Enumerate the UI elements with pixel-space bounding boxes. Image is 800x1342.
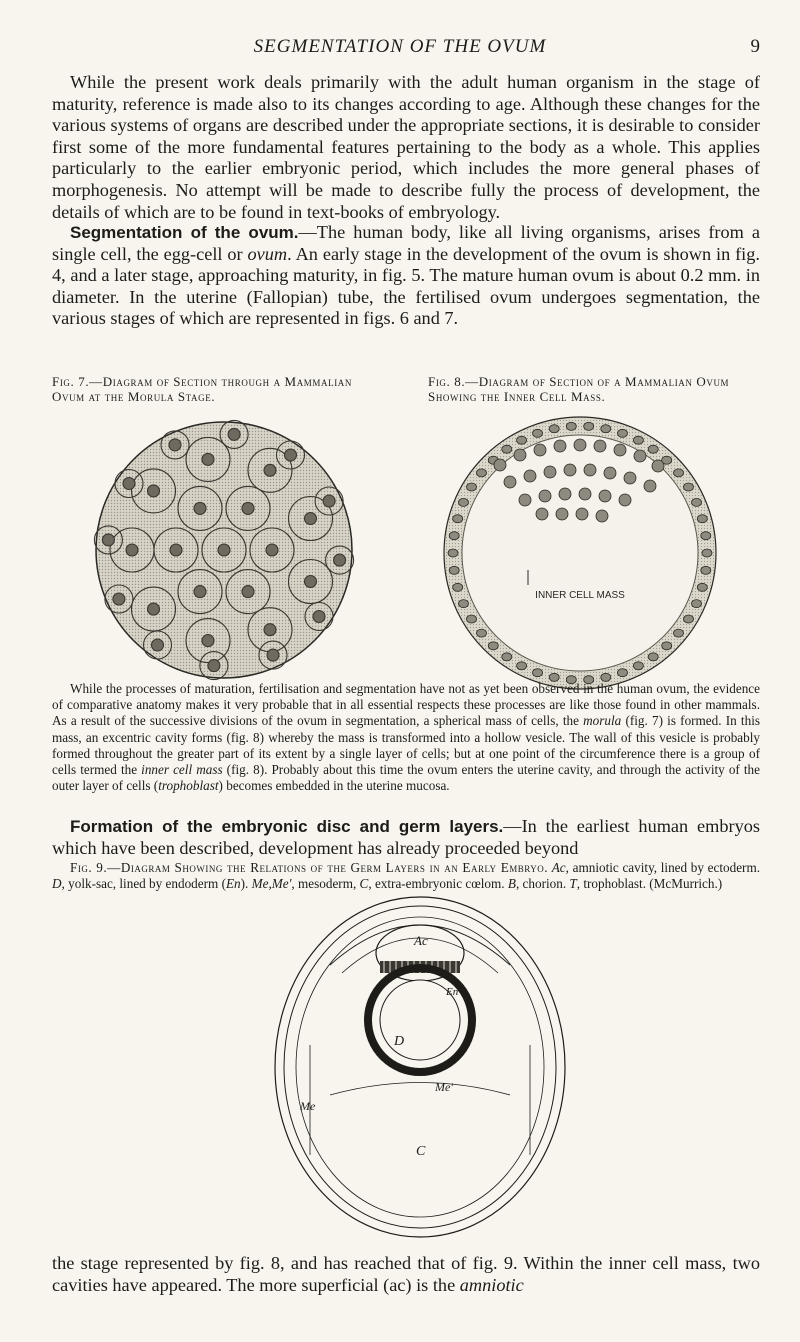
inner-cell-mass-cell <box>576 508 588 520</box>
inner-cell-mass-cell <box>604 467 616 479</box>
trophoblast-cell <box>618 429 628 437</box>
fig9-key-t: T <box>569 876 577 892</box>
amniotic-term: amniotic <box>459 1274 524 1295</box>
inner-cell-mass-cell <box>652 460 664 472</box>
trophoblast-cell <box>448 549 458 557</box>
cell-nucleus <box>264 464 276 476</box>
cell-nucleus <box>264 624 276 636</box>
inner-cell-mass-cell <box>579 488 591 500</box>
cell-nucleus <box>285 449 297 461</box>
inner-cell-mass-cell <box>539 490 551 502</box>
figure8-caption: Fig. 8.—Diagram of Section of a Mammalian Ovum Showing the Inner Cell Mass. <box>428 374 730 404</box>
fig9-key-b: B <box>507 876 516 892</box>
trophoblast-cell <box>692 498 702 506</box>
trophoblast-cell <box>488 642 498 650</box>
fig9-label-ac: Ac <box>414 933 428 948</box>
inner-cell-mass-cell <box>536 508 548 520</box>
cell-nucleus <box>169 439 181 451</box>
segmentation-paragraph <box>52 222 760 330</box>
intro-paragraph: While the present work deals primarily with the adult human organism in the stage of maturity, reference is made also to its changes according to age. Although these changes for the various systems of organs are described under the appropriate sections, it is desirable to consider first some of the more fundamental features pertaining to the body as a whole. This applies particularly to the earlier embryonic period, which includes the more general phases of morphogenesis. No attempt will be made to describe fully the process of development, the details of which are to be found in text-books of embryology. <box>52 72 760 222</box>
cell-nucleus <box>313 611 325 623</box>
inner-cell-mass-cell <box>554 440 566 452</box>
trophoblast-cell <box>477 629 487 637</box>
inner-cell-mass-cell <box>644 480 656 492</box>
inner-cell-mass-cell <box>559 488 571 500</box>
fig9-key-me-text: , mesoderm, <box>291 876 360 892</box>
trophoblast-cell <box>533 669 543 677</box>
trophoblast-cell <box>584 422 594 430</box>
fig9-label-en: En <box>446 986 459 998</box>
trophoblast-cell <box>517 436 527 444</box>
inner-cell-mass-cell <box>619 494 631 506</box>
cell-nucleus <box>208 660 220 672</box>
figure7-caption: Fig. 7.—Diagram of Section through a Mammalian Ovum at the Morula Stage. <box>52 374 352 404</box>
processes-text-2: (fig. 7) is formed. In this mass, an excentric cavity forms (fig. 8) whereby the mass is transformed into a hollow vesicle. The wall of this vesicle is probably formed throughout the greater part of its extent by a single layer of cells; but at one point of the circumference there is a group of cells termed the <box>52 713 760 778</box>
inner-cell-mass-cell <box>596 510 608 522</box>
trophoblast-cell <box>633 436 643 444</box>
inner-cell-mass-cell <box>614 444 626 456</box>
inner-cell-mass-cell <box>574 439 586 451</box>
trophoblast-cell <box>549 425 559 433</box>
trophoblast-cell <box>467 615 477 623</box>
inner-cell-mass-cell <box>544 466 556 478</box>
trophoblast-term: trophoblast <box>158 778 219 794</box>
cell-nucleus <box>123 478 135 490</box>
inner-cell-mass-cell <box>624 472 636 484</box>
trophoblast-cell <box>684 615 694 623</box>
trophoblast-cell <box>502 653 512 661</box>
cell-nucleus <box>113 593 125 605</box>
section-heading-germ-layers: Formation of the embryonic disc and germ layers. <box>70 817 504 836</box>
trophoblast-cell <box>648 445 658 453</box>
cell-nucleus <box>170 544 182 556</box>
cell-nucleus <box>267 649 279 661</box>
cell-nucleus <box>102 534 114 546</box>
germ-layers-text: —In the earliest human embryos which have been described, development has already proceeded beyond <box>52 816 760 858</box>
fig9-key-d-text: , yolk-sac, lined by endoderm ( <box>61 876 226 892</box>
trophoblast-cell <box>449 566 459 574</box>
cell-nucleus <box>305 576 317 588</box>
fig9-key-c: C <box>359 876 369 892</box>
cell-nucleus <box>152 639 164 651</box>
fig9-key-d: D <box>52 876 62 892</box>
trophoblast-cell <box>662 642 672 650</box>
figure7-morula-diagram <box>74 418 374 686</box>
cell-nucleus <box>218 544 230 556</box>
inner-cell-mass-cell <box>504 476 516 488</box>
inner-cell-mass-cell <box>599 490 611 502</box>
trophoblast-cell <box>701 532 711 540</box>
fig9-label-me-prime: Me' <box>435 1080 453 1094</box>
ovum-term: ovum <box>247 243 288 264</box>
figure9-caption <box>52 860 760 892</box>
trophoblast-cell <box>533 429 543 437</box>
trophoblast-cell <box>674 629 684 637</box>
trophoblast-cell <box>648 653 658 661</box>
processes-text-4: ) becomes embedded in the uterine mucosa. <box>218 778 450 794</box>
fig9-key-me: Me,Me' <box>251 876 292 892</box>
trophoblast-cell <box>697 515 707 523</box>
cell-nucleus <box>202 635 214 647</box>
inner-cell-mass-cell <box>556 508 568 520</box>
trophoblast-cell <box>674 469 684 477</box>
trophoblast-cell <box>702 549 712 557</box>
germ-layers-paragraph <box>52 816 760 859</box>
inner-cell-mass-cell <box>534 444 546 456</box>
inner-cell-mass-cell <box>564 464 576 476</box>
cell-nucleus <box>202 453 214 465</box>
cell-nucleus <box>242 586 254 598</box>
running-title: SEGMENTATION OF THE OVUM <box>253 36 547 57</box>
inner-cell-mass-term: inner cell mass <box>141 762 223 778</box>
figure9-germ-layers-diagram <box>270 895 570 1255</box>
trophoblast-cell <box>701 566 711 574</box>
cell-nucleus <box>194 586 206 598</box>
trophoblast-cell <box>502 445 512 453</box>
segmentation-text-1: —The human body, like all living organisms, arises from a single cell, the egg-cell or <box>52 222 760 264</box>
processes-text-3: (fig. 8). Probably about this time the ovum enters the uterine cavity, and through the activity of the outer layer of cells ( <box>52 762 761 794</box>
cell-nucleus <box>148 485 160 497</box>
figure9-caption-lead: Fig. 9.—Diagram Showing the Relations of the Germ Layers in an Early Embryo. <box>70 860 549 875</box>
trophoblast-cell <box>601 425 611 433</box>
inner-cell-mass-cell <box>634 450 646 462</box>
inner-cell-mass-cell <box>594 440 606 452</box>
trophoblast-cell <box>477 469 487 477</box>
inner-cell-mass-cell <box>519 494 531 506</box>
inner-cell-mass-cell <box>494 459 506 471</box>
fig9-key-en-text: ). <box>240 876 252 892</box>
cell-nucleus <box>194 502 206 514</box>
fig9-label-d: D <box>394 1034 405 1049</box>
trophoblast-cell <box>459 498 469 506</box>
page-header <box>0 36 800 66</box>
fig9-key-b-text: , chorion. <box>515 876 570 892</box>
morula-term: morula <box>583 713 622 729</box>
closing-paragraph <box>52 1253 760 1296</box>
closing-text: the stage represented by fig. 8, and has reached that of fig. 9. Within the inner cell mass, two cavities have appeared. The more superficial (ac) is the <box>52 1253 760 1295</box>
fig9-key-ac-text: , amniotic cavity, lined by ectoderm. <box>565 860 761 875</box>
page-number: 9 <box>750 36 760 57</box>
trophoblast-cell <box>566 422 576 430</box>
section-heading-segmentation: Segmentation of the ovum. <box>70 223 299 242</box>
trophoblast-cell <box>633 662 643 670</box>
trophoblast-cell <box>692 600 702 608</box>
fig9-key-c-text: , extra-embryonic cœlom. <box>368 876 508 892</box>
figure8-blastocyst-diagram <box>430 410 730 695</box>
inner-cell-mass-label: INNER CELL MASS <box>535 590 625 601</box>
cell-nucleus <box>266 544 278 556</box>
segmentation-text-2: . An early stage in the development of the ovum is shown in fig. 4, and a later stage, approaching maturity, in fig. 5. The mature human ovum is about 0.2 mm. in diameter. In the uterine (Fallopian) tube, the fertilised ovum undergoes segmentation, the various stages of which are represented in figs. 6 and 7. <box>52 243 760 329</box>
trophoblast-cell <box>517 662 527 670</box>
trophoblast-cell <box>467 483 477 491</box>
inner-cell-mass-cell <box>514 449 526 461</box>
trophoblast-cell <box>453 583 463 591</box>
trophoblast-cell <box>618 669 628 677</box>
processes-text-1: While the processes of maturation, fertilisation and segmentation have not as yet been observed in the human ovum, the evidence of comparative anatomy makes it very probable that in all essential respects these processes are like those found in other mammals. As a result of the successive divisions of the ovum in segmentation, a spherical mass of cells, the <box>52 681 760 729</box>
trophoblast-cell <box>684 483 694 491</box>
trophoblast-cell <box>453 515 463 523</box>
trophoblast-cell <box>449 532 459 540</box>
trophoblast-cell <box>697 583 707 591</box>
cell-nucleus <box>334 554 346 566</box>
fig9-key-ac: Ac <box>551 860 566 875</box>
fig9-label-c: C <box>416 1144 426 1159</box>
trophoblast-cell <box>459 600 469 608</box>
inner-cell-mass-cell <box>584 464 596 476</box>
cell-nucleus <box>323 495 335 507</box>
cell-nucleus <box>228 428 240 440</box>
inner-cell-mass-cell <box>524 470 536 482</box>
cell-nucleus <box>305 513 317 525</box>
fig9-key-t-text: , trophoblast. (McMurrich.) <box>576 876 723 892</box>
cell-nucleus <box>126 544 138 556</box>
fig9-label-me: Me <box>300 1099 316 1113</box>
processes-paragraph <box>52 681 760 794</box>
cell-nucleus <box>148 603 160 615</box>
cell-nucleus <box>242 502 254 514</box>
fig9-key-en: En <box>225 876 241 892</box>
